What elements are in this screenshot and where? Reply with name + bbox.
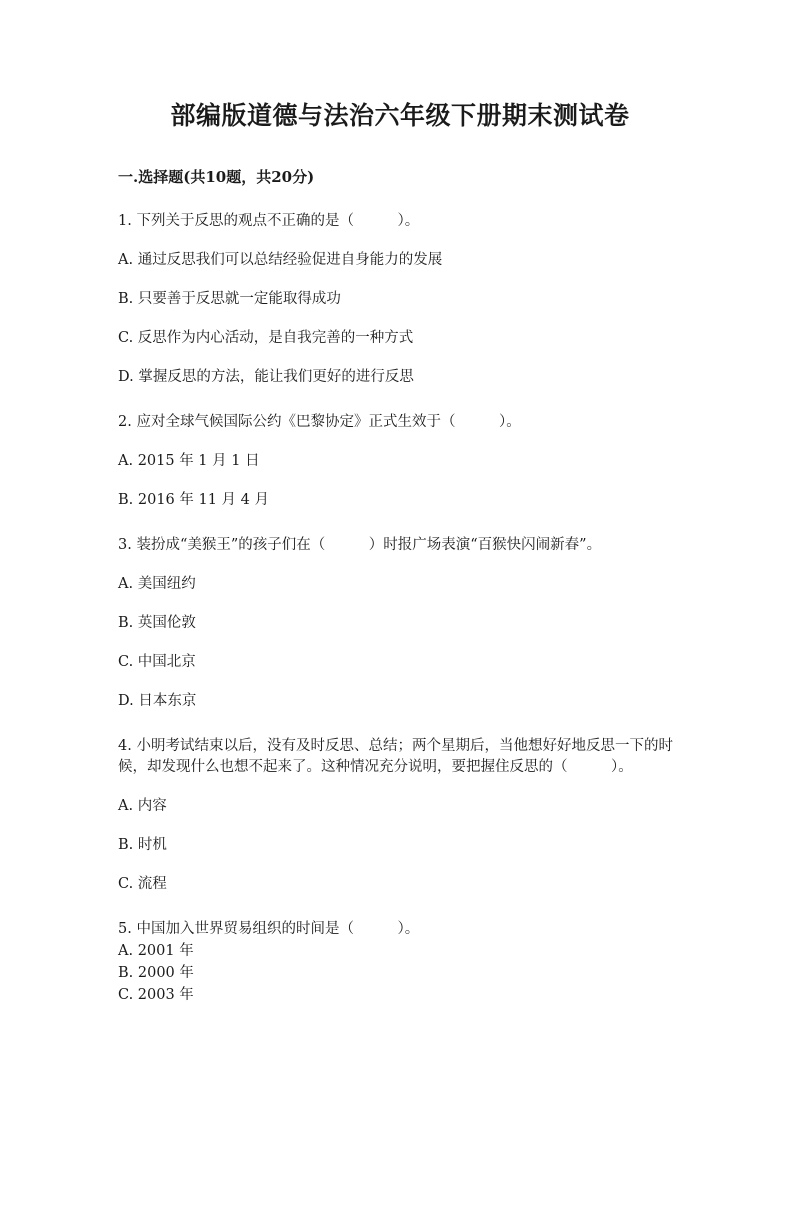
- question-stem: 5. 中国加入世界贸易组织的时间是（ ）。: [118, 921, 420, 937]
- question-4: [118, 736, 682, 895]
- question-stem: 3. 装扮成“美猴王”的孩子们在（ ）时报广场表演“百猴快闪闹新春”。: [118, 537, 602, 553]
- question-3: [118, 535, 682, 712]
- page-title: 部编版道德与法治六年级下册期末测试卷: [170, 101, 630, 130]
- option-a: A. 内容: [118, 798, 167, 814]
- exam-page: [0, 96, 800, 1227]
- section-heading: 一.选择题(共10题，共20分): [118, 168, 315, 186]
- option-c: C. 2003 年: [118, 987, 194, 1003]
- option-c: C. 反思作为内心活动，是自我完善的一种方式: [118, 330, 414, 346]
- option-d: D. 日本东京: [118, 693, 197, 709]
- option-c: C. 流程: [118, 876, 167, 892]
- question-1: [118, 211, 682, 388]
- question-stem: 1. 下列关于反思的观点不正确的是（ ）。: [118, 213, 420, 229]
- question-stem: 2. 应对全球气候国际公约《巴黎协定》正式生效于（ ）。: [118, 414, 521, 430]
- option-a: A. 通过反思我们可以总结经验促进自身能力的发展: [118, 252, 443, 268]
- option-a: A. 2015 年 1 月 1 日: [118, 453, 260, 469]
- option-b: B. 只要善于反思就一定能取得成功: [118, 291, 341, 307]
- option-b: B. 2016 年 11 月 4 月: [118, 492, 269, 508]
- option-d: D. 掌握反思的方法，能让我们更好的进行反思: [118, 369, 414, 385]
- option-a: A. 美国纽约: [118, 576, 196, 592]
- option-b: B. 时机: [118, 837, 167, 853]
- option-b: B. 英国伦敦: [118, 615, 196, 631]
- question-2: [118, 412, 682, 511]
- option-b: B. 2000 年: [118, 965, 194, 981]
- question-5: [118, 919, 682, 1006]
- question-stem: 4. 小明考试结束以后，没有及时反思、总结；两个星期后，当他想好好地反思一下的时候，却发现什么也想不起来了。这种情况充分说明，要把握住反思的（ ）。: [118, 738, 673, 775]
- option-a: A. 2001 年: [118, 943, 194, 959]
- option-c: C. 中国北京: [118, 654, 196, 670]
